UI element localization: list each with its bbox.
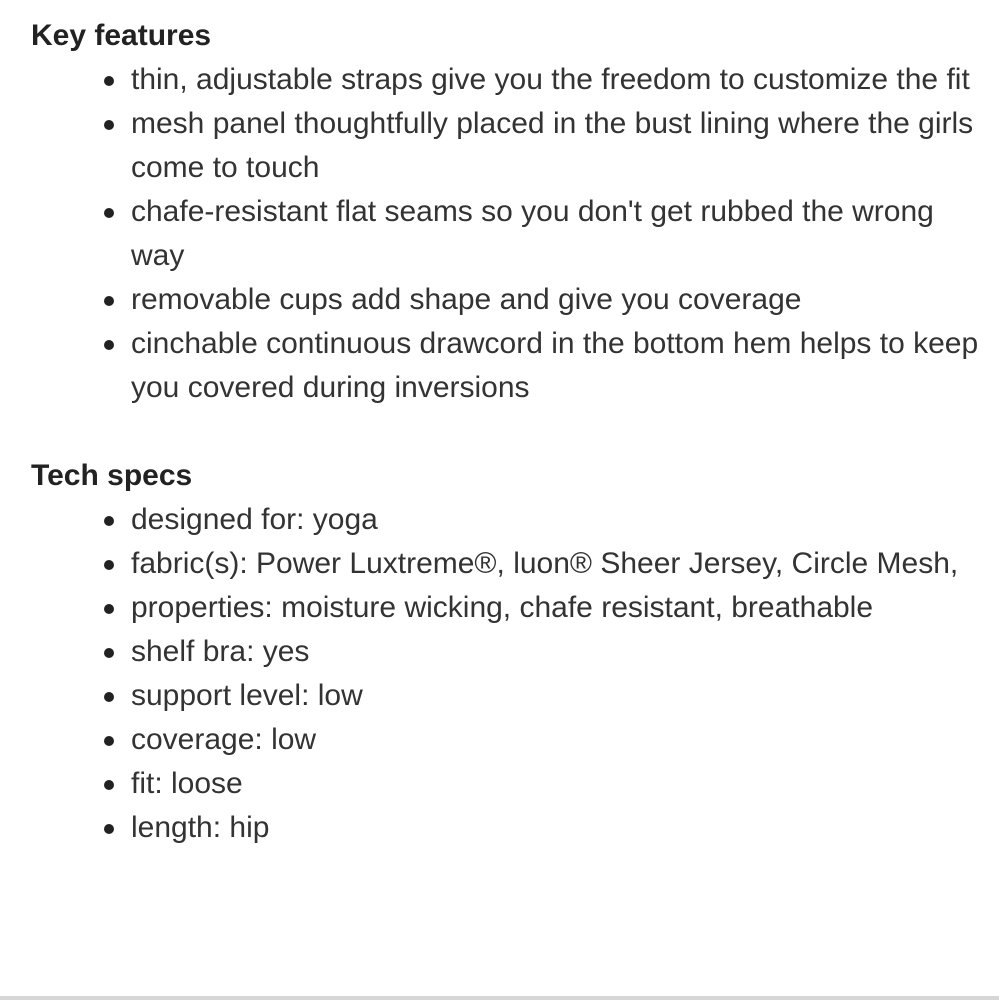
bottom-divider (0, 996, 999, 1000)
spec-text: coverage: low (131, 723, 317, 756)
bullet-icon (104, 648, 114, 658)
spec-text: designed for: yoga (131, 503, 378, 536)
spec-text: shelf bra: yes (131, 635, 310, 668)
spec-text: properties: moisture wicking, chafe resistant, breathable (131, 591, 874, 624)
bullet-icon (104, 340, 114, 350)
bullet-icon (104, 780, 114, 790)
list-item (131, 762, 981, 806)
bullet-icon (104, 516, 114, 526)
list-item (131, 674, 981, 718)
key-features-heading: Key features (31, 19, 212, 52)
feature-text: cinchable continuous drawcord in the bottom hem helps to keep you covered during inversions (131, 327, 979, 404)
list-item (131, 102, 981, 190)
bullet-icon (104, 120, 114, 130)
bullet-icon (104, 208, 114, 218)
list-item (131, 718, 981, 762)
bullet-icon (104, 560, 114, 570)
list-item (131, 190, 981, 278)
feature-text: chafe-resistant flat seams so you don't get rubbed the wrong way (131, 195, 934, 272)
section-spacer (31, 410, 981, 454)
spec-text: fit: loose (131, 767, 243, 800)
list-item (131, 278, 981, 322)
feature-text: thin, adjustable straps give you the freedom to customize the fit (131, 63, 970, 96)
bullet-icon (104, 692, 114, 702)
list-item (131, 586, 981, 630)
bullet-icon (104, 296, 114, 306)
list-item (131, 630, 981, 674)
spec-text: fabric(s): Power Luxtreme®, luon® Sheer Jersey, Circle Mesh, (131, 547, 959, 580)
bullet-icon (104, 736, 114, 746)
list-item (131, 58, 981, 102)
key-features-section (31, 14, 981, 410)
list-item (131, 806, 981, 850)
feature-text: removable cups add shape and give you coverage (131, 283, 802, 316)
key-features-list (31, 58, 981, 410)
tech-specs-list (31, 498, 981, 850)
spec-text: support level: low (131, 679, 363, 712)
spec-text: length: hip (131, 811, 270, 844)
tech-specs-section (31, 454, 981, 850)
feature-text: mesh panel thoughtfully placed in the bust lining where the girls come to touch (131, 107, 974, 184)
bullet-icon (104, 76, 114, 86)
list-item (131, 322, 981, 410)
list-item (131, 542, 981, 586)
bullet-icon (104, 824, 114, 834)
bullet-icon (104, 604, 114, 614)
tech-specs-heading: Tech specs (31, 459, 193, 492)
product-details (31, 14, 981, 850)
list-item (131, 498, 981, 542)
